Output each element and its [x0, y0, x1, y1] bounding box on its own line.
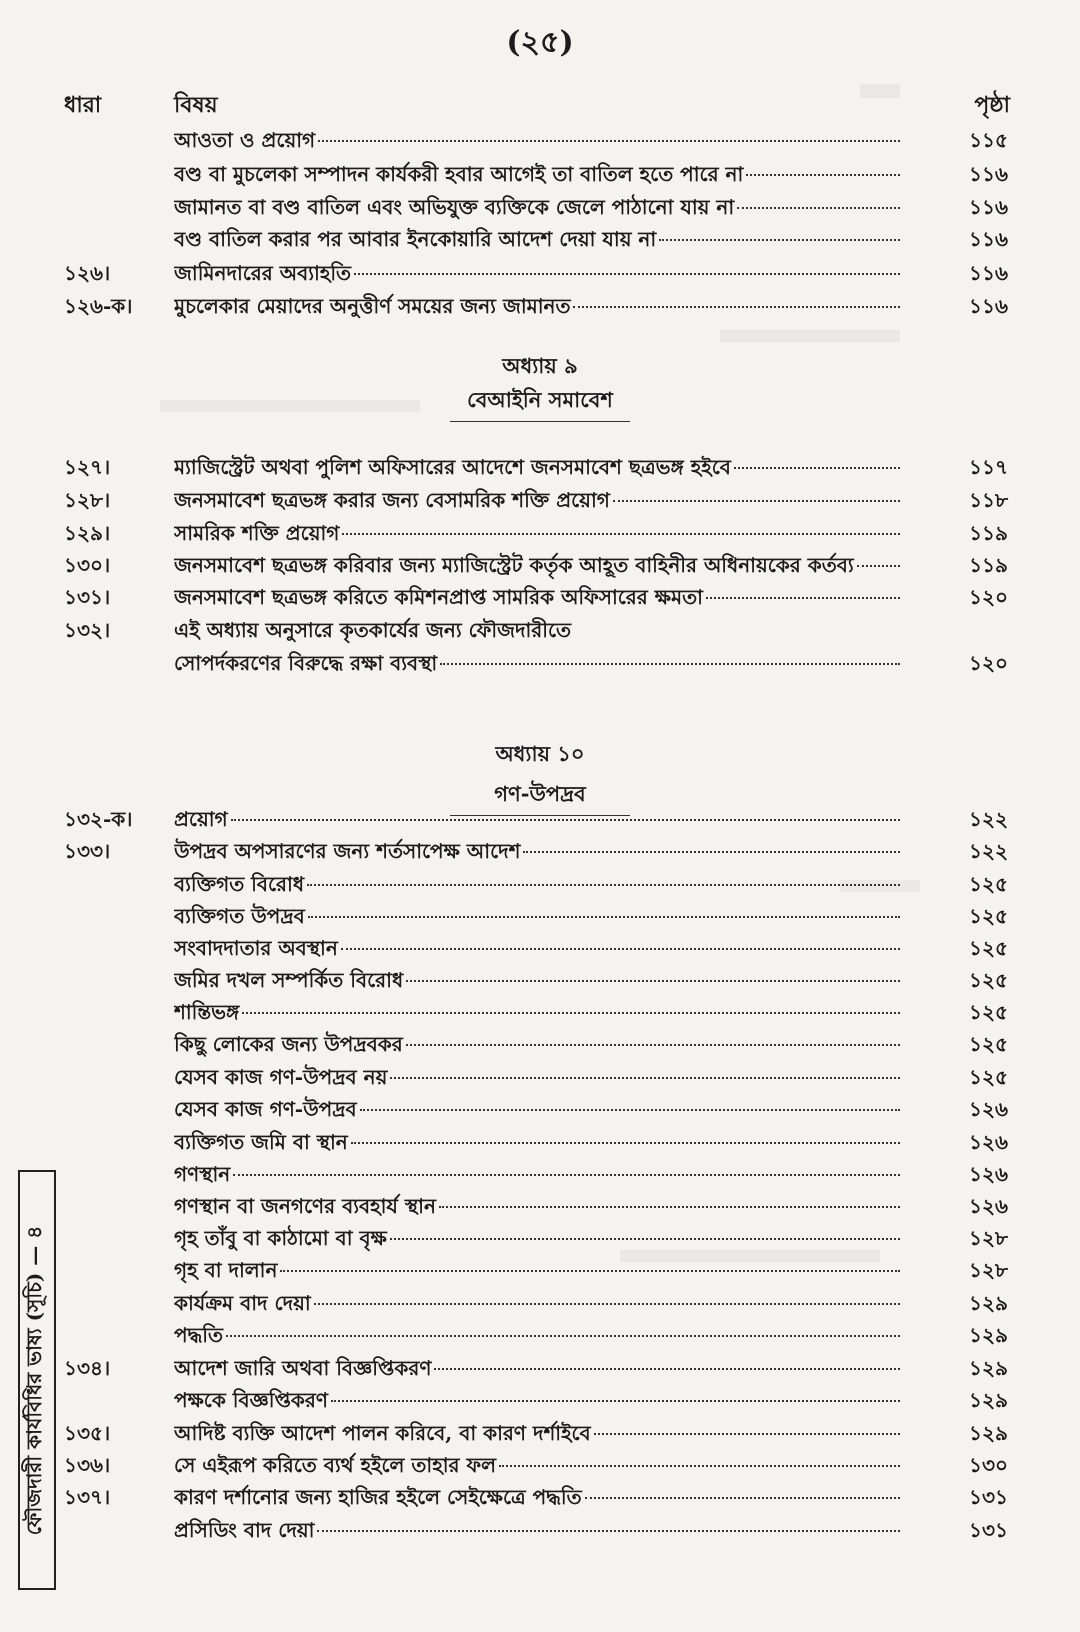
page-ref: ১২৫ [969, 968, 1008, 992]
chapter-9-subtitle: বেআইনি সমাবেশ [450, 384, 630, 422]
toc-row [0, 900, 1080, 933]
toc-row [0, 158, 1080, 191]
topic-entry [174, 1287, 904, 1320]
topic-entry [174, 996, 904, 1029]
topic-text: ব্যক্তিগত জমি বা স্থান [174, 1130, 348, 1154]
page-ref: ১২২ [969, 807, 1008, 831]
chapter-10-title: অধ্যায় ১০ [495, 741, 585, 766]
page-ref: ১২০ [969, 585, 1008, 609]
dot-leader [308, 916, 900, 918]
topic-entry [174, 581, 904, 614]
topic-text: জনসমাবেশ ছত্রভঙ্গ করিতে কমিশনপ্রাপ্ত সামরিক অফিসারের ক্ষমতা [174, 585, 703, 609]
dot-leader [499, 1465, 900, 1467]
section-number: ১৩২-ক। [64, 807, 133, 831]
topic-entry [174, 1449, 904, 1482]
topic-text: সংবাদদাতার অবস্থান [174, 936, 338, 960]
page-ref: ১২৫ [969, 904, 1008, 928]
topic-text: ব্যক্তিগত বিরোধ [174, 872, 305, 896]
page-ref: ১২৬ [969, 1097, 1008, 1121]
topic-text: ব্যক্তিগত উপদ্রব [174, 904, 305, 928]
dot-leader [314, 1303, 900, 1305]
page-ref: ১২৫ [969, 1065, 1008, 1089]
toc-row [0, 191, 1080, 224]
toc-row [0, 581, 1080, 614]
page-ref: ১৩০ [969, 1453, 1008, 1477]
toc-row [0, 549, 1080, 582]
topic-entry [174, 517, 904, 550]
toc-row [0, 964, 1080, 997]
section-number: ১২৬-ক। [64, 294, 133, 318]
page-ref: ১২৬ [969, 1162, 1008, 1186]
topic-entry [174, 900, 904, 933]
side-page-label-text: ফৌজদারী কার্যবিধির ভাষ্য (সূচি) — ৪ [22, 1225, 47, 1535]
dot-leader [317, 1530, 900, 1532]
topic-entry [174, 1352, 904, 1385]
toc-row [0, 614, 1080, 647]
page-ref: ১২৯ [969, 1388, 1008, 1412]
dot-leader [331, 1400, 900, 1402]
toc-row [0, 1287, 1080, 1320]
toc-row [0, 1417, 1080, 1450]
page-ref: ১১৬ [969, 261, 1008, 285]
toc-row [0, 1481, 1080, 1514]
topic-text: কারণ দর্শানোর জন্য হাজির হইলে সেইক্ষেত্রে পদ্ধতি [174, 1485, 582, 1509]
page-ref: ১২০ [969, 651, 1008, 675]
section-number: ১৩২। [64, 618, 111, 642]
toc-row [0, 1384, 1080, 1417]
section-number: ১৩৭। [64, 1485, 111, 1509]
dot-leader [440, 663, 900, 665]
page-ref: ১২৯ [969, 1291, 1008, 1315]
topic-entry [174, 290, 904, 323]
dot-leader [351, 1142, 900, 1144]
topic-text: বণ্ড বাতিল করার পর আবার ইনকোয়ারি আদেশ দেয়া যায় না [174, 227, 657, 251]
page-ref: ১১৭ [969, 455, 1008, 479]
toc-row [0, 835, 1080, 868]
topic-text: গৃহ তাঁবু বা কাঠামো বা বৃক্ষ [174, 1226, 387, 1250]
dot-leader [406, 1044, 900, 1046]
topic-entry [174, 964, 904, 997]
toc-row [0, 1158, 1080, 1191]
topic-text: প্রসিডিং বাদ দেয়া [174, 1518, 315, 1542]
section-number: ১২৮। [64, 488, 111, 512]
dot-leader [523, 851, 900, 853]
topic-text: প্রয়োগ [174, 807, 228, 831]
dot-leader [242, 1012, 900, 1014]
topic-entry [174, 257, 904, 290]
toc-row [0, 1190, 1080, 1223]
topic-entry [174, 1319, 904, 1352]
dot-leader [734, 467, 900, 469]
page-ref: ১২৫ [969, 872, 1008, 896]
topic-entry [174, 191, 904, 224]
topic-entry [174, 1190, 904, 1223]
topic-text: আওতা ও প্রয়োগ [174, 128, 316, 152]
dot-leader [585, 1497, 900, 1499]
page-ref: ১১৬ [969, 294, 1008, 318]
topic-text: গৃহ বা দালান [174, 1258, 278, 1282]
section-number: ১৩৬। [64, 1453, 111, 1477]
page-ref: ১২৯ [969, 1323, 1008, 1347]
dot-leader [307, 884, 900, 886]
dot-leader [746, 174, 900, 176]
topic-entry [174, 1028, 904, 1061]
toc-row [0, 1028, 1080, 1061]
page-ref: ১২৫ [969, 1032, 1008, 1056]
section-number: ১৩৪। [64, 1356, 111, 1380]
topic-entry [174, 124, 904, 157]
topic-entry [174, 484, 904, 517]
topic-text: মুচলেকার মেয়াদের অনুত্তীর্ণ সময়ের জন্য জামানত [174, 294, 571, 318]
topic-entry [174, 1126, 904, 1159]
topic-entry [174, 1061, 904, 1094]
topic-text: যেসব কাজ গণ-উপদ্রব [174, 1097, 357, 1121]
page-ref: ১১৯ [969, 521, 1008, 545]
page-ref: ১২৯ [969, 1421, 1008, 1445]
toc-row [0, 1514, 1080, 1547]
topic-text: সোপর্দকরণের বিরুদ্ধে রক্ষা ব্যবস্থা [174, 651, 438, 675]
page-ref: ১১৬ [969, 162, 1008, 186]
section-number: ১৩০। [64, 553, 111, 577]
toc-row [0, 124, 1080, 157]
toc-row [0, 1319, 1080, 1352]
topic-entry [174, 158, 904, 191]
topic-entry [174, 1384, 904, 1417]
toc-row [0, 1222, 1080, 1255]
topic-text: এই অধ্যায় অনুসারে কৃতকার্যের জন্য ফৌজদারীতে [174, 618, 572, 642]
page-ref: ১১৮ [969, 488, 1008, 512]
topic-text: জামিনদারের অব্যাহতি [174, 261, 352, 285]
topic-entry [174, 835, 904, 868]
page-ref: ১১৫ [969, 128, 1008, 152]
dot-leader [594, 1433, 900, 1435]
dot-leader [573, 306, 900, 308]
section-number: ১২৯। [64, 521, 111, 545]
header-section: ধারা [64, 92, 102, 118]
topic-text: যেসব কাজ গণ-উপদ্রব নয় [174, 1065, 388, 1089]
header-subject: বিষয় [174, 92, 218, 118]
toc-row [0, 257, 1080, 290]
topic-text: পদ্ধতি [174, 1323, 223, 1347]
topic-text: ম্যাজিস্ট্রেট অথবা পুলিশ অফিসারের আদেশে জনসমাবেশ ছত্রভঙ্গ হইবে [174, 455, 731, 479]
toc-row [0, 647, 1080, 680]
toc-row [0, 1449, 1080, 1482]
topic-text: গণস্থান [174, 1162, 231, 1186]
topic-text: সে এইরূপ করিতে ব্যর্থ হইলে তাহার ফল [174, 1453, 496, 1477]
chapter-9-title: অধ্যায় ৯ [502, 353, 578, 378]
topic-text: জনসমাবেশ ছত্রভঙ্গ করার জন্য বেসামরিক শক্তি প্রয়োগ [174, 488, 610, 512]
topic-text: উপদ্রব অপসারণের জন্য শর্তসাপেক্ষ আদেশ [174, 839, 521, 863]
page-ref: ১২৬ [969, 1130, 1008, 1154]
toc-row [0, 451, 1080, 484]
page-ref: ১২৯ [969, 1356, 1008, 1380]
dot-leader [280, 1270, 900, 1272]
topic-entry [174, 1254, 904, 1287]
topic-entry [174, 1222, 904, 1255]
dot-leader [706, 597, 900, 599]
topic-entry [174, 1481, 904, 1514]
page-ref: ১২৮ [969, 1258, 1008, 1282]
section-number: ১৩৫। [64, 1421, 111, 1445]
topic-entry [174, 223, 904, 256]
topic-entry [174, 1514, 904, 1547]
chapter-10-subtitle: গণ-উপদ্রব [450, 778, 630, 816]
topic-text: আদিষ্ট ব্যক্তি আদেশ পালন করিবে, বা কারণ দর্শাইবে [174, 1421, 591, 1445]
toc-row [0, 1093, 1080, 1126]
page-number: (২৫) [506, 25, 574, 60]
topic-entry [174, 549, 904, 582]
topic-entry [174, 932, 904, 965]
page-ref: ১৩১ [969, 1485, 1008, 1509]
dot-leader [406, 980, 900, 982]
toc-row [0, 484, 1080, 517]
dot-leader [439, 1206, 900, 1208]
topic-entry [174, 451, 904, 484]
dot-leader [857, 565, 900, 567]
section-number: ১৩১। [64, 585, 111, 609]
toc-row [0, 290, 1080, 323]
topic-entry [174, 1158, 904, 1191]
dot-leader [390, 1077, 900, 1079]
dot-leader [354, 273, 900, 275]
toc-row [0, 932, 1080, 965]
dot-leader [233, 1174, 900, 1176]
dot-leader [360, 1109, 900, 1111]
topic-text: গণস্থান বা জনগণের ব্যবহার্য স্থান [174, 1194, 436, 1218]
dot-leader [659, 239, 900, 241]
topic-entry [174, 868, 904, 901]
topic-text: কিছু লোকের জন্য উপদ্রবকর [174, 1032, 403, 1056]
dot-leader [737, 207, 900, 209]
page-ref: ১২৫ [969, 936, 1008, 960]
dot-leader [390, 1238, 900, 1240]
toc-row [0, 1352, 1080, 1385]
toc-row [0, 1061, 1080, 1094]
topic-text: পক্ষকে বিজ্ঞপ্তিকরণ [174, 1388, 329, 1412]
topic-entry [174, 647, 904, 680]
toc-row [0, 868, 1080, 901]
topic-text: বণ্ড বা মুচলেকা সম্পাদন কার্যকরী হবার আগেই তা বাতিল হতে পারে না [174, 162, 744, 186]
section-number: ১২৬। [64, 261, 111, 285]
page-ref: ১৩১ [969, 1518, 1008, 1542]
dot-leader [318, 140, 900, 142]
dot-leader [342, 533, 900, 535]
topic-text: জনসমাবেশ ছত্রভঙ্গ করিবার জন্য ম্যাজিস্ট্রেট কর্তৃক আহূত বাহিনীর অধিনায়কের কর্তব্য [174, 553, 854, 577]
page-ref: ১১৬ [969, 195, 1008, 219]
toc-row [0, 1254, 1080, 1287]
page-ref: ১১৯ [969, 553, 1008, 577]
topic-text: শান্তিভঙ্গ [174, 1000, 240, 1024]
page-ref: ১২৬ [969, 1194, 1008, 1218]
topic-text: আদেশ জারি অথবা বিজ্ঞপ্তিকরণ [174, 1356, 432, 1380]
topic-text: জামানত বা বণ্ড বাতিল এবং অভিযুক্ত ব্যক্তিকে জেলে পাঠানো যায় না [174, 195, 735, 219]
toc-row [0, 1126, 1080, 1159]
dot-leader [341, 948, 900, 950]
topic-entry [174, 614, 904, 647]
section-number: ১৩৩। [64, 839, 111, 863]
dot-leader [434, 1368, 900, 1370]
dot-leader [231, 819, 900, 821]
page-ref: ১২৫ [969, 1000, 1008, 1024]
topic-text: সামরিক শক্তি প্রয়োগ [174, 521, 340, 545]
page-ref: ১১৬ [969, 227, 1008, 251]
topic-text: কার্যক্রম বাদ দেয়া [174, 1291, 311, 1315]
topic-text: জমির দখল সম্পর্কিত বিরোধ [174, 968, 404, 992]
side-page-label [18, 1170, 56, 1590]
toc-row [0, 996, 1080, 1029]
toc-row [0, 517, 1080, 550]
topic-entry [174, 1417, 904, 1450]
dot-leader [613, 500, 900, 502]
page-ref: ১২২ [969, 839, 1008, 863]
topic-entry [174, 1093, 904, 1126]
section-number: ১২৭। [64, 455, 111, 479]
toc-row [0, 223, 1080, 256]
page-ref: ১২৮ [969, 1226, 1008, 1250]
dot-leader [226, 1335, 900, 1337]
header-page: পৃষ্ঠা [974, 92, 1010, 118]
